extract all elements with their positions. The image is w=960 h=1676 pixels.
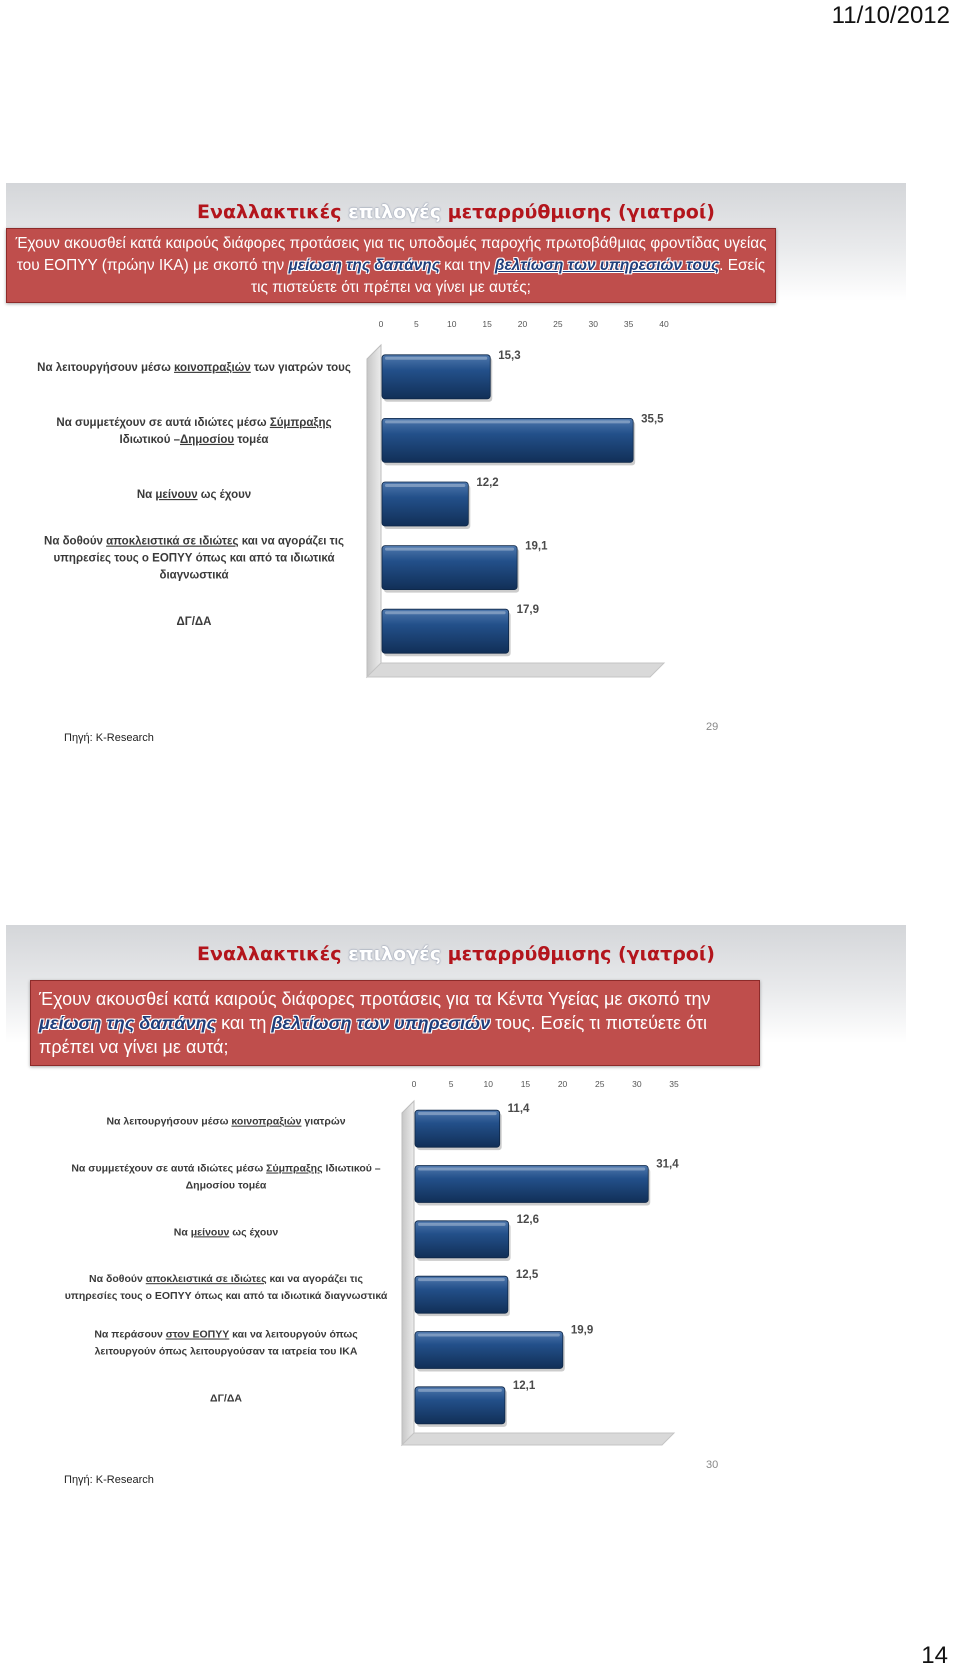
x-tick-label: 5 (414, 319, 419, 329)
bar-highlight (418, 1168, 645, 1171)
category-label: Να δοθούν αποκλειστικά σε ιδιώτες και να αγοράζει τις (89, 1273, 363, 1286)
bar (382, 418, 633, 462)
x-tick-label: 15 (482, 319, 492, 329)
axis-floor (367, 663, 664, 677)
chart-1 (16, 313, 716, 713)
category-label: Να λειτουργήσουν μέσω κοινοπραξιών γιατρών (106, 1115, 346, 1128)
data-label: 19,1 (525, 540, 548, 553)
bar (382, 482, 468, 526)
slide-title: Εναλλακτικές επιλογές μεταρρύθμισης (γιατροί) (197, 201, 715, 223)
bar (382, 609, 509, 653)
slide-number: 30 (706, 1459, 719, 1471)
category-label: ΔΓ/ΔΑ (210, 1392, 242, 1405)
axis-wall (367, 345, 381, 677)
data-label: 11,4 (507, 1103, 530, 1116)
x-tick-label: 25 (553, 319, 563, 329)
bar (382, 355, 490, 399)
data-label: 17,9 (516, 604, 540, 617)
question-box (30, 980, 760, 1066)
x-tick-label: 40 (659, 319, 669, 329)
category-label: Ιδιωτικού –Δημοσίου τομέα (119, 433, 269, 446)
slide-30 (6, 925, 906, 1485)
data-label: 15,3 (498, 349, 521, 362)
bar-highlight (385, 420, 630, 423)
question-box (6, 228, 776, 303)
x-tick-label: 20 (557, 1079, 568, 1089)
bar-highlight (385, 611, 506, 614)
question-text: Έχουν ακουσθεί κατά καιρούς διάφορες προτάσεις για τα Κέντα Υγείας με σκοπό την μείωση της δαπάνης και τη βελτίωση των υπηρεσιών τους. Εσείς τι πιστεύετε ότι πρέπει να γίνει με αυτά; (39, 989, 711, 1057)
x-tick-label: 35 (623, 319, 634, 329)
data-label: 35,5 (641, 413, 664, 426)
data-label: 12,1 (512, 1379, 536, 1392)
page-number: 14 (921, 1642, 948, 1669)
category-label: Να μείνουν ως έχουν (173, 1226, 279, 1239)
category-label: Να μείνουν ως έχουν (136, 489, 252, 501)
x-tick-label: 15 (520, 1079, 531, 1089)
x-tick-label: 5 (448, 1079, 454, 1089)
x-tick-label: 0 (378, 319, 384, 329)
bar (415, 1387, 505, 1424)
axis-wall (402, 1101, 414, 1445)
bar (415, 1110, 500, 1147)
category-label: Να λειτουργήσουν μέσω κοινοπραξιών των γιατρών τους (37, 361, 351, 374)
category-label: Να συμμετέχουν σε αυτά ιδιώτες μέσω Σύμπραξης (56, 416, 332, 429)
x-tick-label: 10 (483, 1079, 494, 1089)
x-tick-label: 35 (669, 1079, 679, 1089)
data-label: 12,6 (516, 1213, 539, 1226)
x-tick-label: 30 (632, 1079, 642, 1089)
category-label: Να δοθούν αποκλειστικά σε ιδιώτες και να αγοράζει τις (44, 535, 344, 548)
chart-1-svg (16, 313, 716, 713)
category-label: Να περάσουν στον ΕΟΠΥΥ και να λειτουργούν όπως (94, 1328, 358, 1341)
data-label: 12,2 (476, 477, 499, 489)
slide-29 (6, 183, 906, 743)
x-tick-label: 0 (411, 1079, 417, 1089)
bar (415, 1276, 508, 1313)
data-label: 19,9 (570, 1324, 594, 1337)
slide-number: 29 (706, 721, 719, 733)
source-label: Πηγή: K-Research (64, 732, 154, 744)
data-label: 31,4 (656, 1158, 679, 1171)
category-label: υπηρεσίες τους ο ΕΟΠΥΥ όπως και από τα ιδιωτικά (53, 552, 335, 565)
x-tick-label: 10 (447, 319, 457, 329)
bar-highlight (418, 1223, 506, 1226)
bar (415, 1166, 648, 1203)
category-label: Δημοσίου τομέα (185, 1179, 267, 1192)
category-label: διαγνωστικά (159, 569, 229, 582)
axis-floor (402, 1433, 674, 1445)
category-label: υπηρεσίες τους ο ΕΟΠΥΥ όπως και από τα ιδιωτικά διαγνωστικά (64, 1290, 388, 1303)
source-label: Πηγή: K-Research (64, 1474, 154, 1486)
bar-highlight (418, 1389, 502, 1392)
category-label: Να συμμετέχουν σε αυτά ιδιώτες μέσω Σύμπραξης Ιδιωτικού – (71, 1162, 381, 1175)
bar (382, 546, 517, 590)
x-tick-label: 30 (588, 319, 598, 329)
slide-title: Εναλλακτικές επιλογές μεταρρύθμισης (γιατροί) (197, 943, 715, 965)
bar-highlight (418, 1334, 560, 1337)
chart-2-svg (46, 1073, 736, 1463)
date: 11/10/2012 (831, 2, 950, 29)
bar-highlight (418, 1278, 505, 1281)
x-tick-label: 25 (594, 1079, 605, 1089)
question-text: Έχουν ακουσθεί κατά καιρούς διάφορες προτάσεις για τις υποδομές παροχής πρωτοβάθμιας φροντίδας υγείας του ΕΟΠΥΥ (πρώην ΙΚΑ) με σκοπό την μείωση της δαπάνης και την βελτίωση των υπηρεσιών τους. Εσείς τις πιστεύετε ότι πρέπει να γίνει με αυτές; (15, 235, 767, 296)
bar-highlight (385, 484, 465, 487)
x-tick-label: 20 (517, 319, 528, 329)
bar (415, 1221, 509, 1258)
category-label: λειτουργούν όπως λειτουργούσαν τα ιατρεία του ΙΚΑ (94, 1345, 358, 1358)
bar-highlight (418, 1112, 497, 1115)
bar-highlight (385, 548, 514, 551)
bar (415, 1332, 563, 1369)
bar-highlight (385, 357, 487, 360)
category-label: ΔΓ/ΔΑ (176, 616, 212, 629)
data-label: 12,5 (515, 1269, 539, 1282)
chart-2 (46, 1073, 736, 1463)
